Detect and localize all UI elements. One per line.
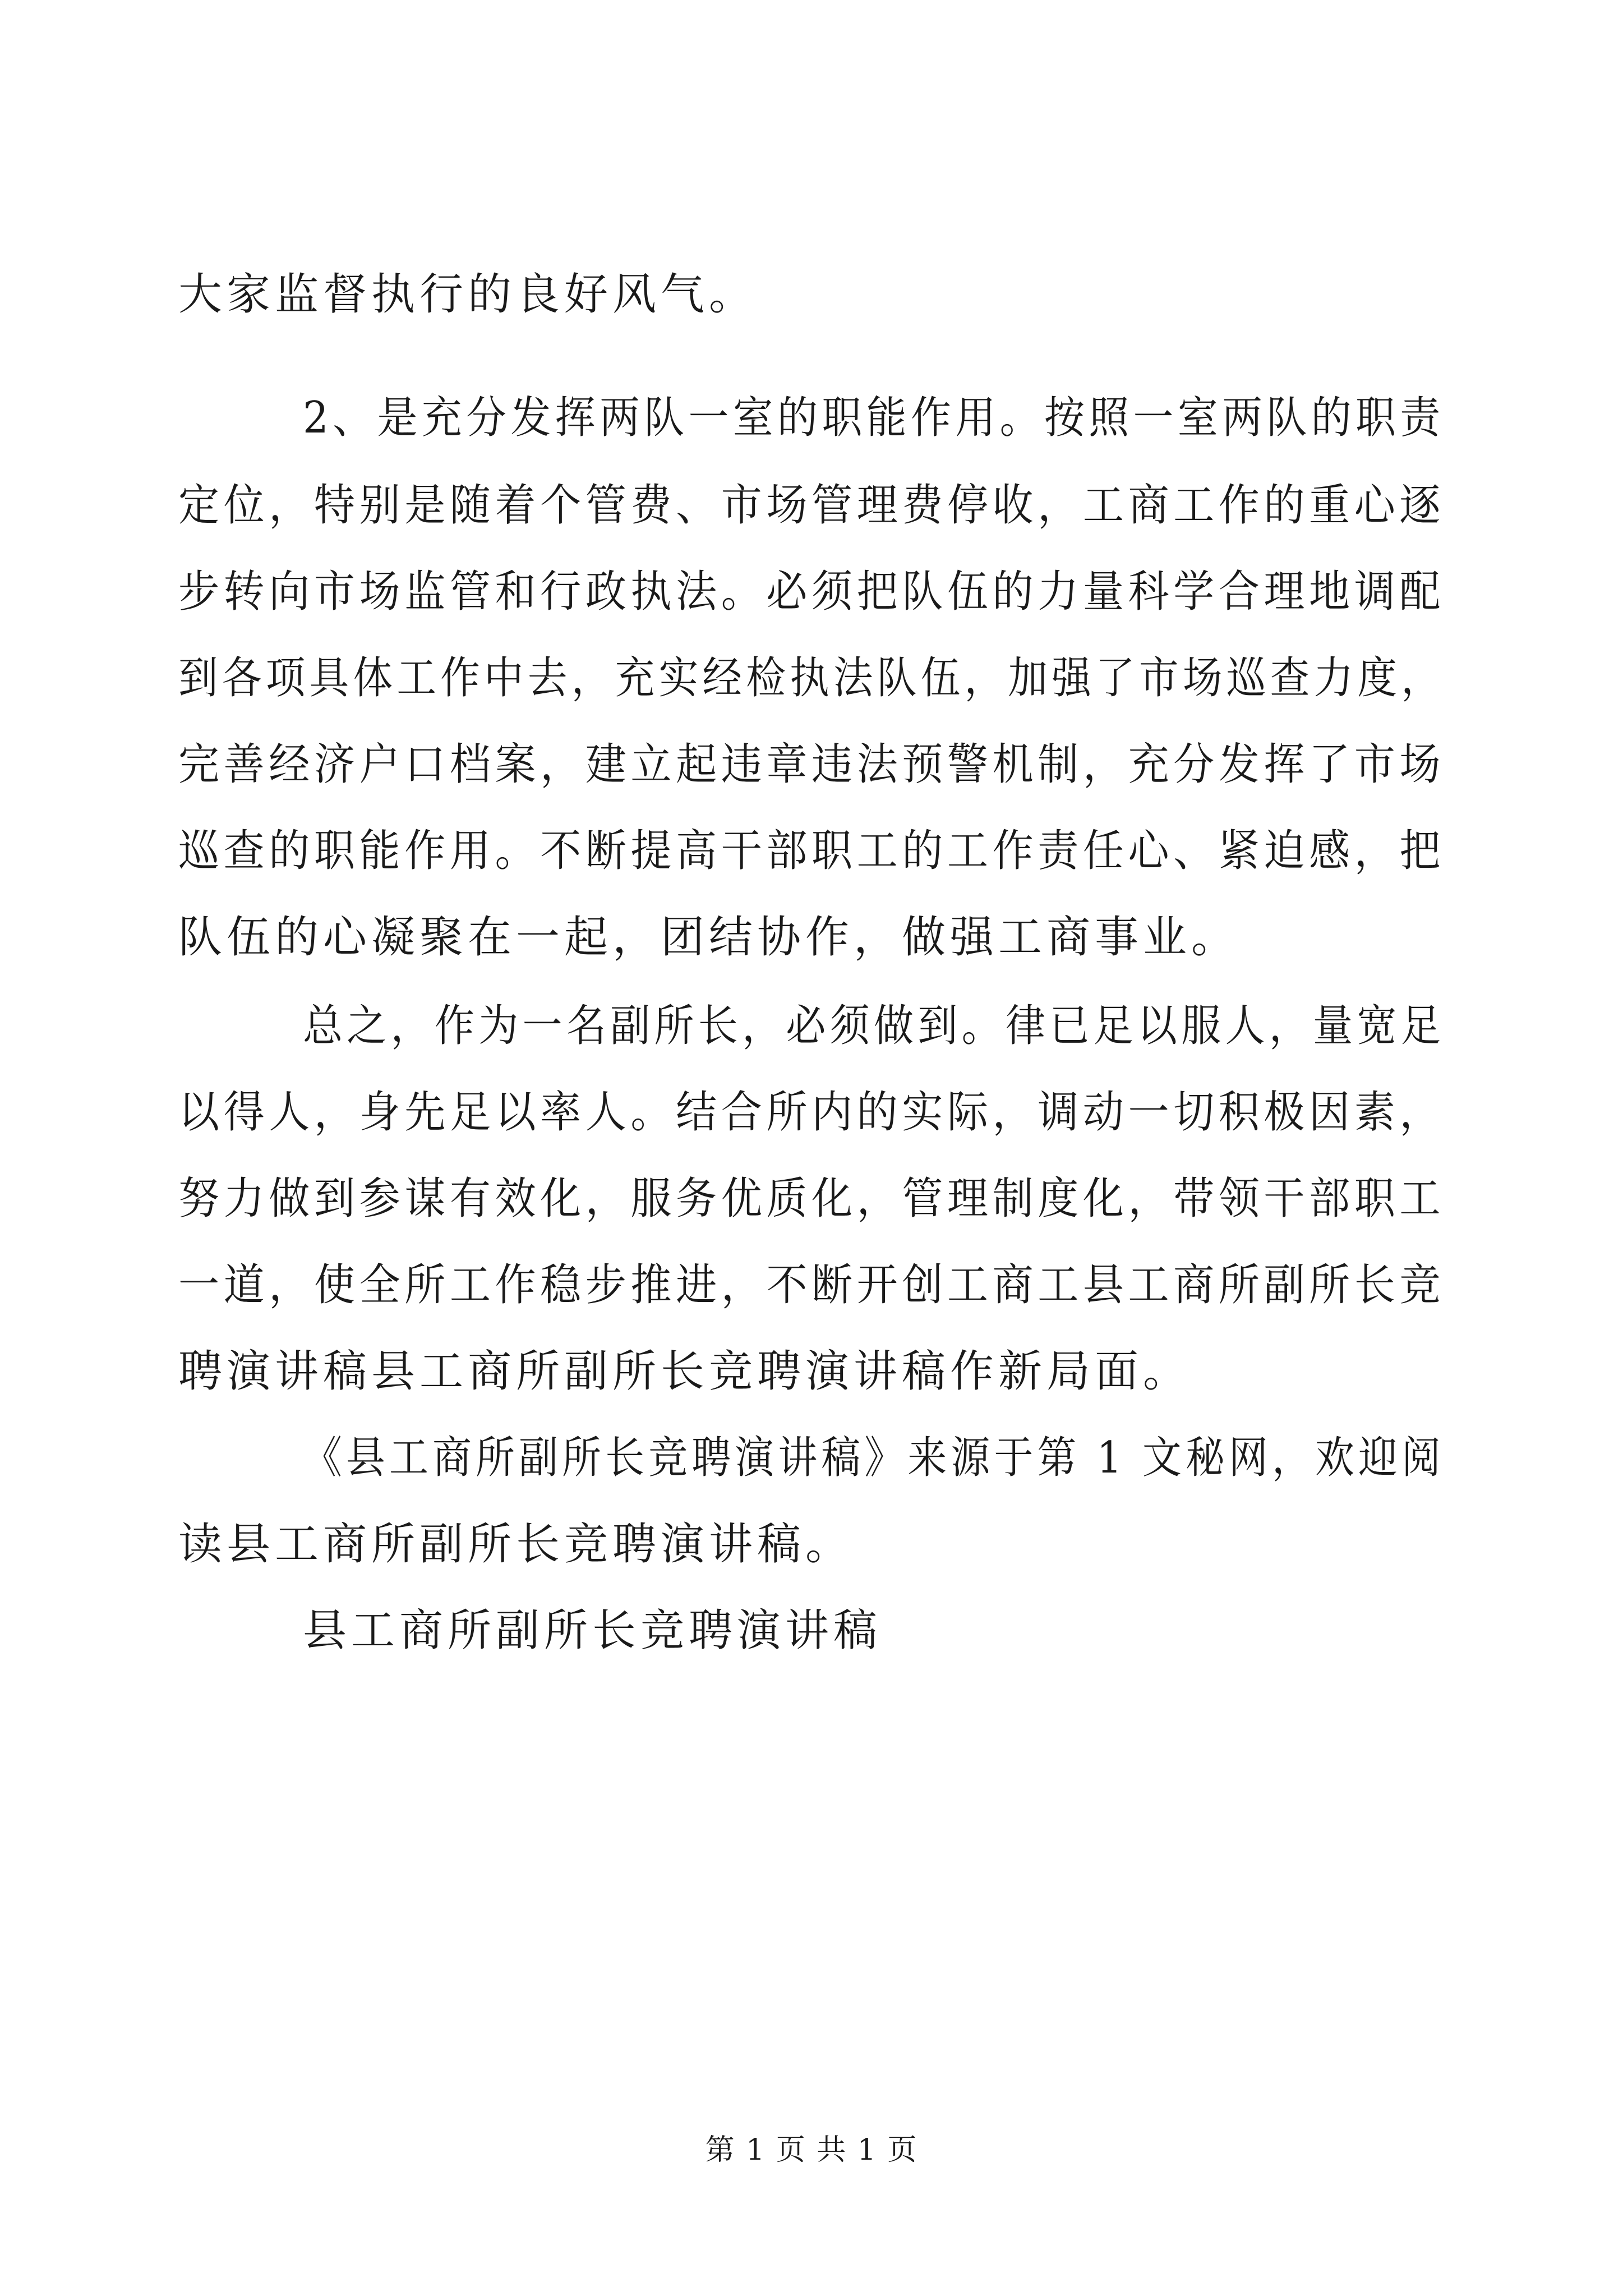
paragraph-line: 以得人，身先足以率人。结合所内的实际，调动一切积极因素， — [178, 1087, 1445, 1138]
paragraph-line: 《县工商所副所长竞聘演讲稿》来源于第 1 文秘网，欢迎阅 — [303, 1433, 1445, 1483]
paragraph-line: 巡查的职能作用。不断提高干部职工的工作责任心、紧迫感，把 — [178, 826, 1445, 876]
paragraph-line: 到各项具体工作中去，充实经检执法队伍，加强了市场巡查力度， — [178, 653, 1445, 703]
paragraph-line: 读县工商所副所长竞聘演讲稿。 — [178, 1519, 854, 1570]
paragraph-line: 大家监督执行的良好风气。 — [178, 269, 758, 320]
paragraph-line: 步转向市场监管和行政执法。必须把队伍的力量科学合理地调配 — [178, 567, 1445, 617]
paragraph-line: 定位，特别是随着个管费、市场管理费停收，工商工作的重心逐 — [178, 480, 1445, 531]
paragraph-line: 完善经济户口档案，建立起违章违法预警机制，充分发挥了市场 — [178, 739, 1445, 790]
paragraph-line: 总之，作为一名副所长，必须做到。律已足以服人，量宽足 — [303, 1001, 1445, 1051]
page-footer: 第 1 页 共 1 页 — [705, 2133, 918, 2167]
paragraph-line: 聘演讲稿县工商所副所长竞聘演讲稿作新局面。 — [178, 1346, 1192, 1397]
paragraph-line: 努力做到参谋有效化，服务优质化，管理制度化，带领干部职工 — [178, 1174, 1445, 1224]
paragraph-line: 县工商所副所长竞聘演讲稿 — [303, 1605, 882, 1656]
paragraph-line: 2、是充分发挥两队一室的职能作用。按照一室两队的职责 — [303, 393, 1445, 443]
paragraph-line: 队伍的心凝聚在一起，团结协作，做强工商事业。 — [178, 912, 1240, 963]
paragraph-line: 一道，使全所工作稳步推进，不断开创工商工县工商所副所长竞 — [178, 1260, 1445, 1310]
